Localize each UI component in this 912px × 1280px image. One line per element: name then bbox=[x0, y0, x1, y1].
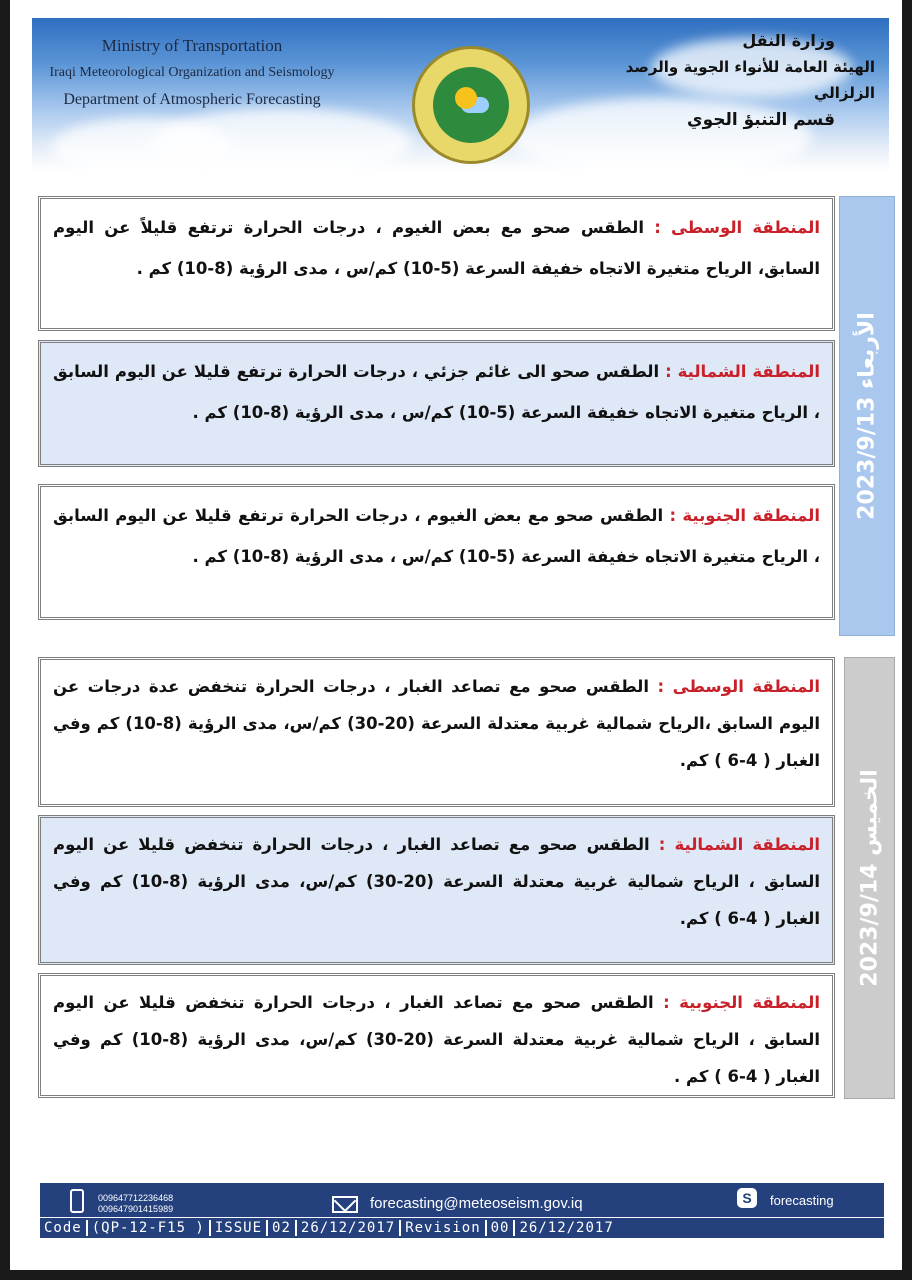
forecast-north-day1 bbox=[38, 340, 835, 467]
phone-2: 009647901415989 bbox=[98, 1204, 174, 1214]
footer-bar bbox=[40, 1183, 884, 1237]
phone-numbers bbox=[98, 1193, 173, 1215]
region-label: المنطقة الوسطى : bbox=[657, 677, 820, 696]
issue-label: ISSUE bbox=[211, 1220, 268, 1236]
document-control-strip bbox=[40, 1217, 884, 1238]
skype-icon: S bbox=[737, 1188, 757, 1208]
issue-number: 02 bbox=[268, 1220, 297, 1236]
email-address: forecasting@meteoseism.gov.iq bbox=[370, 1195, 583, 1212]
region-label: المنطقة الجنوبية : bbox=[663, 993, 820, 1012]
forecast-central-day2 bbox=[38, 657, 835, 807]
skype-handle: forecasting bbox=[770, 1193, 834, 1208]
day-label-wednesday: الأربعاء 2023/9/13 bbox=[839, 196, 895, 636]
region-label: المنطقة الشمالية : bbox=[665, 362, 820, 381]
issue-date: 26/12/2017 bbox=[297, 1220, 401, 1236]
department-ar: قسم التنبؤ الجوي bbox=[687, 110, 835, 130]
code-value: (QP-12-F15 ) bbox=[88, 1220, 211, 1236]
forecast-north-day2 bbox=[38, 815, 835, 965]
revision-date: 26/12/2017 bbox=[519, 1220, 614, 1236]
ministry-ar: وزارة النقل bbox=[742, 31, 835, 50]
day-label-thursday: الخميس 2023/9/14 bbox=[844, 657, 895, 1099]
forecast-text: الطقس صحو مع تصاعد الغبار ، درجات الحرارة تنخفض قليلا عن اليوم السابق ، الرياح شمالية غربية معتدلة السرعة (20-30) كم/س، مدى الرؤية (8-10) كم وفي الغبار ( 4-6 ) كم . bbox=[53, 993, 820, 1086]
english-letterhead bbox=[42, 32, 342, 113]
code-label: Code bbox=[40, 1220, 88, 1236]
forecast-central-day1 bbox=[38, 196, 835, 331]
forecast-text: الطقس صحو مع تصاعد الغبار ، درجات الحرارة تنخفض قليلا عن اليوم السابق ، الرياح شمالية غربية معتدلة السرعة (20-30) كم/س، مدى الرؤية (8-10) كم وفي الغبار ( 4-6 ) كم. bbox=[53, 835, 820, 928]
organization-en: Iraqi Meteorological Organization and Seismology bbox=[49, 65, 335, 80]
organization-seal-icon bbox=[412, 46, 530, 164]
forecast-text: الطقس صحو مع تصاعد الغبار ، درجات الحرارة تنخفض عدة درجات عن اليوم السابق ،الرياح شمالية غربية معتدلة السرعة (20-30) كم/س، مدى الرؤية (8-10) كم وفي الغبار ( 4-6 ) كم. bbox=[53, 677, 820, 770]
region-label: المنطقة الشمالية : bbox=[658, 835, 820, 854]
region-label: المنطقة الوسطى : bbox=[654, 218, 820, 237]
forecast-text: الطقس صحو مع بعض الغيوم ، درجات الحرارة ترتفع قليلا عن اليوم السابق ، الرياح متغيرة الاتجاه خفيفة السرعة (5-10) كم/س ، مدى الرؤية (8-10) كم . bbox=[53, 506, 820, 566]
phone-icon bbox=[70, 1189, 84, 1213]
forecast-south-day1 bbox=[38, 484, 835, 620]
organization-ar: الهيئة العامة للأنواء الجوية والرصد الزلزالي bbox=[625, 58, 875, 102]
mail-icon bbox=[332, 1196, 358, 1213]
department-en: Department of Atmospheric Forecasting bbox=[63, 91, 321, 108]
letterhead bbox=[32, 18, 889, 171]
phone-1: 009647712236468 bbox=[98, 1193, 174, 1203]
arabic-letterhead bbox=[575, 28, 875, 134]
forecast-text: الطقس صحو الى غائم جزئي ، درجات الحرارة ترتفع قليلا عن اليوم السابق ، الرياح متغيرة الاتجاه خفيفة السرعة (5-10) كم/س ، مدى الرؤية (8-10) كم . bbox=[53, 362, 820, 422]
forecast-south-day2 bbox=[38, 973, 835, 1098]
ministry-en: Ministry of Transportation bbox=[101, 36, 283, 55]
revision-number: 00 bbox=[487, 1220, 516, 1236]
revision-label: Revision bbox=[401, 1220, 486, 1236]
forecast-page bbox=[10, 0, 902, 1270]
forecast-text: الطقس صحو مع بعض الغيوم ، درجات الحرارة ترتفع قليلاً عن اليوم السابق، الرياح متغيرة الاتجاه خفيفة السرعة (5-10) كم/س ، مدى الرؤية (8-10) كم . bbox=[53, 218, 820, 278]
region-label: المنطقة الجنوبية : bbox=[669, 506, 820, 525]
